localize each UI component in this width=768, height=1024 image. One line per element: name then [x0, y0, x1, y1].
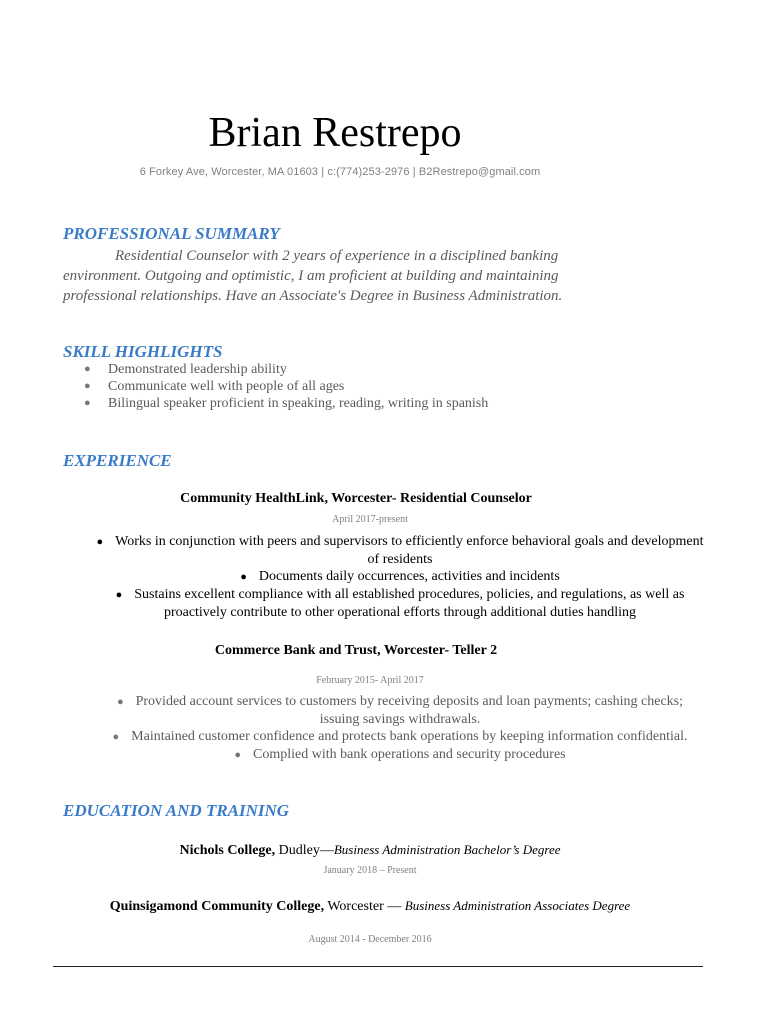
list-item: ● Works in conjunction with peers and supervisors to efficiently enforce behavioral goals and development	[96, 534, 704, 549]
bullet-icon: ●	[84, 363, 91, 375]
bullet-icon: ●	[234, 749, 242, 761]
list-item-continuation: issuing savings withdrawals.	[319, 712, 481, 727]
footer-divider	[53, 966, 703, 967]
summary-text	[63, 246, 623, 306]
job-dates: April 2017-present	[332, 514, 408, 525]
job-title: Commerce Bank and Trust, Worcester- Teller 2	[214, 643, 498, 658]
degree: Business Administration Bachelor’s Degree	[333, 842, 561, 857]
bullet-icon: ●	[84, 397, 91, 409]
list-item: ● Sustains excellent compliance with all established procedures, policies, and regulations, as well as	[115, 587, 685, 602]
job-dates: February 2015- April 2017	[316, 675, 424, 686]
section-heading-skills: SKILL HIGHLIGHTS	[63, 342, 223, 361]
section-heading-experience: EXPERIENCE	[63, 451, 172, 470]
bullet-icon: ●	[116, 696, 124, 708]
list-item: ● Complied with bank operations and security procedures	[234, 747, 566, 762]
school-dates: August 2014 - December 2016	[308, 934, 432, 945]
school-entry	[0, 842, 740, 859]
candidate-name: Brian Restrepo	[208, 110, 462, 156]
list-item: ● Documents daily occurrences, activities and incidents	[240, 569, 560, 584]
section-heading-education: EDUCATION AND TRAINING	[63, 801, 290, 820]
list-item-continuation: proactively contribute to other operational efforts through additional duties handling	[163, 605, 637, 620]
bullet-icon: ●	[84, 380, 91, 392]
job-bullets	[80, 533, 720, 621]
bullet-icon: ●	[112, 731, 120, 743]
school-entry	[0, 898, 740, 915]
school-location: Worcester —	[324, 899, 405, 914]
list-item: ● Provided account services to customers by receiving deposits and loan payments; cashing checks;	[116, 694, 684, 709]
school-location: Dudley—	[275, 843, 334, 858]
section-heading-summary: PROFESSIONAL SUMMARY	[63, 224, 280, 243]
contact-line: 6 Forkey Ave, Worcester, MA 01603 | c:(774)253-2976 | B2Restrepo@gmail.com	[139, 166, 541, 178]
list-item: ● Demonstrated leadership ability	[84, 362, 287, 377]
list-item: ● Communicate well with people of all ages	[84, 379, 345, 394]
school-name: Quinsigamond Community College,	[109, 899, 325, 914]
summary-line: Residential Counselor with 2 years of experience in a disciplined banking	[115, 248, 559, 264]
job-bullets	[80, 693, 720, 764]
list-item: ● Maintained customer confidence and protects bank operations by keeping information confidential.	[112, 729, 688, 744]
job-title: Community HealthLink, Worcester- Residential Counselor	[180, 491, 532, 506]
school-dates: January 2018 – Present	[323, 865, 417, 876]
list-item-continuation: of residents	[367, 552, 433, 567]
bullet-icon: ●	[115, 589, 123, 601]
degree: Business Administration Associates Degree	[404, 898, 631, 913]
skills-list	[84, 361, 488, 412]
list-item: ● Bilingual speaker proficient in speaking, reading, writing in spanish	[84, 396, 489, 411]
bullet-icon: ●	[96, 536, 104, 548]
summary-line: environment. Outgoing and optimistic, I am proficient at building and maintaining	[63, 268, 559, 284]
school-name: Nichols College,	[179, 843, 276, 858]
summary-line: professional relationships. Have an Associate's Degree in Business Administration.	[63, 288, 563, 304]
bullet-icon: ●	[240, 571, 247, 583]
